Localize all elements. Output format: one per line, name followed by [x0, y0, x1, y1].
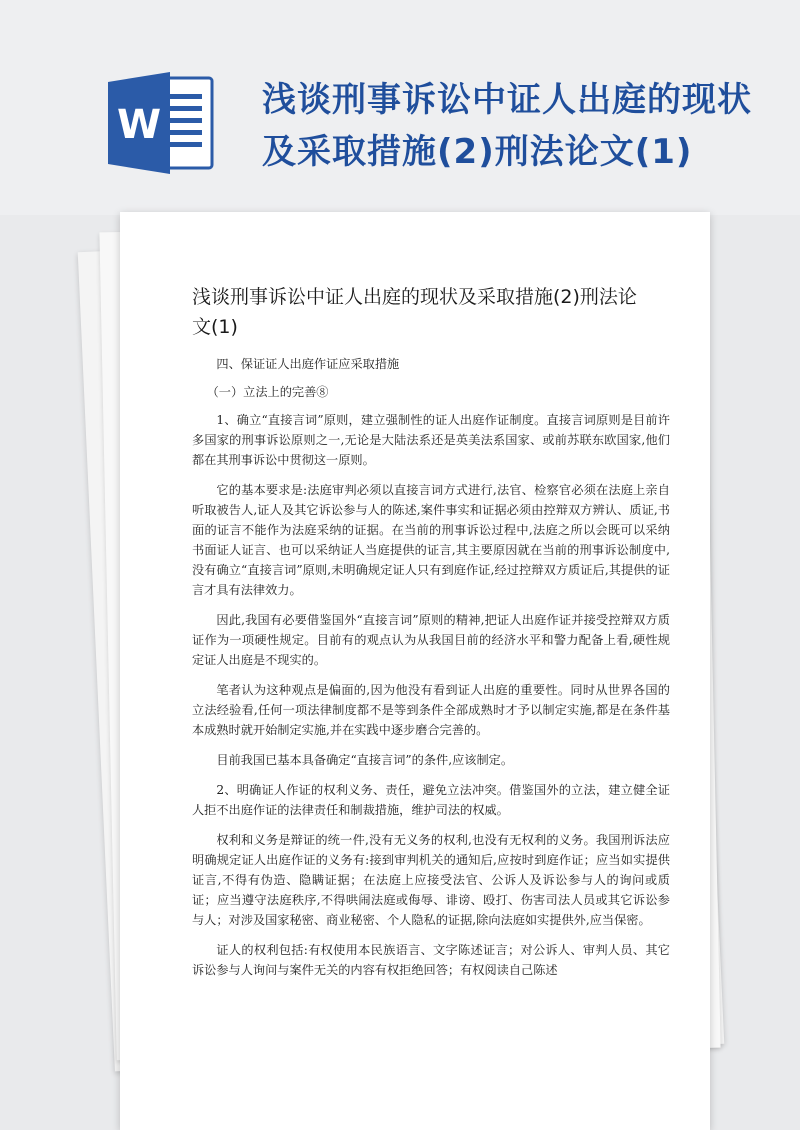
document-title: 浅谈刑事诉讼中证人出庭的现状及采取措施(2)刑法论文(1): [192, 286, 637, 338]
paragraph: 笔者认为这种观点是偏面的,因为他没有看到证人出庭的重要性。同时从世界各国的立法经验看,任何一项法律制度都不是等到条件全部成熟时才予以制定实施,都是在条件基本成熟时就开始制定实施,并在实践中逐步磨合完善的。: [192, 683, 670, 737]
document-body: [192, 354, 670, 990]
word-icon-letter: W: [116, 102, 162, 148]
word-document-icon: [108, 68, 218, 178]
document-page: [120, 212, 710, 1130]
paragraph: 证人的权利包括:有权使用本民族语言、文字陈述证言；对公诉人、审判人员、其它诉讼参与人询问与案件无关的内容有权拒绝回答；有权阅读自己陈述: [192, 943, 670, 977]
subsection-heading: （一）立法上的完善⑧: [206, 385, 329, 399]
paragraph: 因此,我国有必要借鉴国外“直接言词”原则的精神,把证人出庭作证并接受控辩双方质证作为一项硬性规定。目前有的观点认为从我国目前的经济水平和警力配备上看,硬性规定证人出庭是不现实的。: [192, 613, 670, 667]
paragraph: 它的基本要求是:法庭审判必须以直接言词方式进行,法官、检察官必须在法庭上亲自听取被告人,证人及其它诉讼参与人的陈述,案件事实和证据必须由控辩双方辨认、质证,书面的证言不能作为法庭采纳的证据。在当前的刑事诉讼过程中,法庭之所以会既可以采纳书面证人证言、也可以采纳证人当庭提供的证言,其主要原因就在当前的刑事诉讼制度中,没有确立“直接言词”原则,未明确规定证人只有到庭作证,经过控辩双方质证后,其提供的证言才具有法律效力。: [192, 483, 670, 597]
section-heading: 四、保证证人出庭作证应采取措施: [216, 357, 400, 371]
banner-title: 浅谈刑事诉讼中证人出庭的现状及采取措施(2)刑法论文(1): [262, 80, 752, 172]
paragraph: 2、明确证人作证的权利义务、责任，避免立法冲突。借鉴国外的立法，建立健全证人拒不出庭作证的法律责任和制裁措施，维护司法的权威。: [192, 783, 670, 817]
paragraph: 权利和义务是辩证的统一件,没有无义务的权利,也没有无权利的义务。我国刑诉法应明确规定证人出庭作证的义务有:接到审判机关的通知后,应按时到庭作证；应当如实提供证言,不得有伪造、隐瞒证据；在法庭上应接受法官、公诉人及诉讼参与人的询问或质证；应当遵守法庭秩序,不得哄闹法庭或侮辱、诽谤、殴打、伤害司法人员或其它诉讼参与人；对涉及国家秘密、商业秘密、个人隐私的证据,除向法庭如实提供外,应当保密。: [192, 833, 670, 927]
paragraph: 1、确立“直接言词”原则，建立强制性的证人出庭作证制度。直接言词原则是目前许多国家的刑事诉讼原则之一,无论是大陆法系还是英美法系国家、或前苏联东欧国家,他们都在其刑事诉讼中贯彻这一原则。: [192, 413, 670, 467]
paragraph: 目前我国已基本具备确定“直接言词”的条件,应该制定。: [216, 753, 514, 767]
document-banner: [0, 0, 800, 215]
